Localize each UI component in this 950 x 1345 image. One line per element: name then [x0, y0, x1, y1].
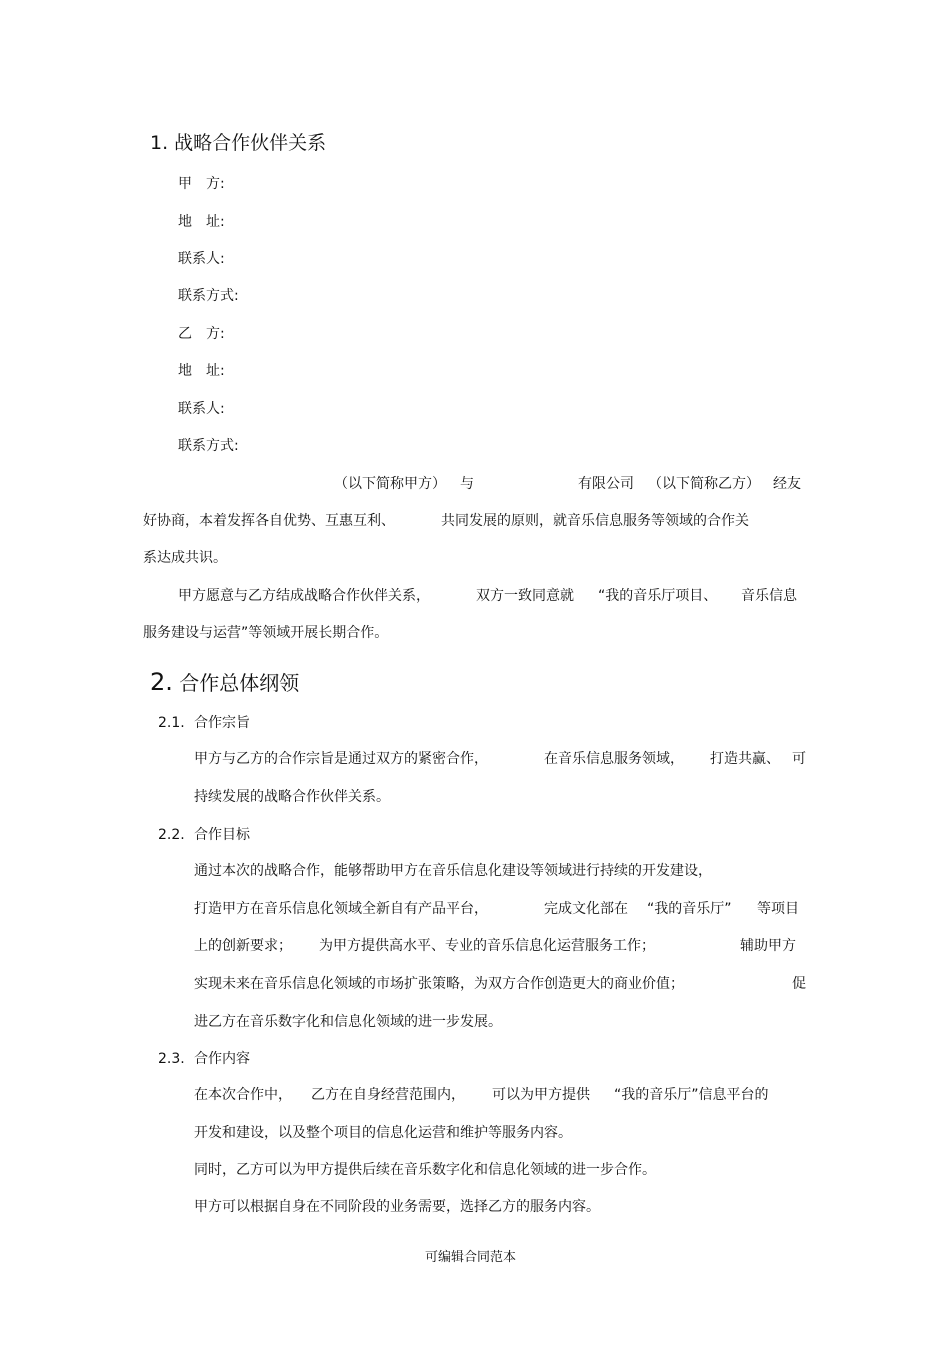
sub2-line3-part1: 上的创新要求； [194, 938, 292, 954]
party-b-contact-label: 联系人: [178, 401, 225, 417]
sub2-line3-part2: 为甲方提供高水平、专业的音乐信息化运营服务工作； [319, 938, 655, 954]
para2-line1-part3: “我的音乐厅项目、 [598, 588, 718, 604]
sub1-line1-part3: 打造共赢、 [710, 751, 780, 767]
intro-line1-part4: （以下简称乙方） [648, 476, 760, 492]
sub3-line2: 开发和建设，以及整个项目的信息化运营和维护等服务内容。 [194, 1125, 572, 1141]
sub2-line2-part2: 完成文化部在 [544, 901, 628, 917]
section-2-heading [150, 668, 299, 697]
party-b-name-label: 乙 方: [178, 326, 225, 342]
party-a-phone-label: 联系方式: [178, 288, 239, 304]
subsection-2-3-heading [158, 1049, 250, 1069]
sub1-line2: 持续发展的战略合作伙伴关系。 [194, 789, 390, 805]
sub3-line1-part1: 在本次合作中， [194, 1087, 292, 1103]
subsection-2-1-number: 2.1. [158, 715, 185, 731]
subsection-2-1-title: 合作宗旨 [194, 715, 250, 731]
party-b-phone-label: 联系方式: [178, 438, 239, 454]
sub3-line1-part3: 可以为甲方提供 [492, 1087, 590, 1103]
sub2-line4-part2: 促 [792, 976, 806, 992]
subsection-2-2-heading [158, 825, 250, 845]
sub2-line5: 进乙方在音乐数字化和信息化领域的进一步发展。 [194, 1014, 502, 1030]
sub2-line4-part1: 实现未来在音乐信息化领域的市场扩张策略，为双方合作创造更大的商业价值； [194, 976, 684, 992]
party-b-address-label: 地 址: [178, 363, 225, 379]
intro-line1-part5: 经友 [773, 476, 801, 492]
section-2-title: 合作总体纲领 [179, 671, 300, 695]
para2-line2: 服务建设与运营”等领域开展长期合作。 [143, 625, 389, 641]
subsection-2-2-number: 2.2. [158, 827, 185, 843]
sub2-line2-part3: “我的音乐厅” [647, 901, 732, 917]
subsection-2-2-title: 合作目标 [194, 827, 250, 843]
section-1-heading: 1. 战略合作伙伴关系 [150, 132, 327, 154]
subsection-2-3-title: 合作内容 [194, 1051, 250, 1067]
intro-line1-part2: 与 [460, 476, 474, 492]
sub2-line1: 通过本次的战略合作，能够帮助甲方在音乐信息化建设等领域进行持续的开发建设， [194, 863, 712, 879]
section-2-number: 2. [150, 668, 173, 696]
page-footer: 可编辑合同范本 [425, 1250, 517, 1265]
sub2-line2-part1: 打造甲方在音乐信息化领域全新自有产品平台， [194, 901, 488, 917]
sub2-line2-part4: 等项目 [757, 901, 799, 917]
sub3-line1-part4: “我的音乐厅”信息平台的 [614, 1087, 769, 1103]
para2-line1-part1: 甲方愿意与乙方结成战略合作伙伴关系， [178, 588, 430, 604]
intro-line1-part3: 有限公司 [578, 476, 634, 492]
sub3-line3: 同时，乙方可以为甲方提供后续在音乐数字化和信息化领域的进一步合作。 [194, 1162, 656, 1178]
subsection-2-3-number: 2.3. [158, 1051, 185, 1067]
party-a-name-label: 甲 方: [178, 176, 225, 192]
intro-line3: 系达成共识。 [143, 550, 227, 566]
party-a-contact-label: 联系人: [178, 251, 225, 267]
sub3-line1-part2: 乙方在自身经营范围内， [311, 1087, 465, 1103]
intro-line2-part1: 好协商，本着发挥各自优势、互惠互利、 [143, 513, 395, 529]
sub3-line4: 甲方可以根据自身在不同阶段的业务需要，选择乙方的服务内容。 [194, 1199, 600, 1215]
sub1-line1-part2: 在音乐信息服务领域， [544, 751, 684, 767]
subsection-2-1-heading [158, 713, 250, 733]
intro-line1-part1: （以下简称甲方） [334, 476, 446, 492]
intro-line2-part2: 共同发展的原则，就音乐信息服务等领域的合作关 [441, 513, 749, 529]
sub2-line3-part3: 辅助甲方 [740, 938, 796, 954]
party-a-address-label: 地 址: [178, 214, 225, 230]
para2-line1-part4: 音乐信息 [741, 588, 797, 604]
para2-line1-part2: 双方一致同意就 [476, 588, 574, 604]
sub1-line1-part1: 甲方与乙方的合作宗旨是通过双方的紧密合作， [194, 751, 488, 767]
sub1-line1-part4: 可 [792, 751, 806, 767]
